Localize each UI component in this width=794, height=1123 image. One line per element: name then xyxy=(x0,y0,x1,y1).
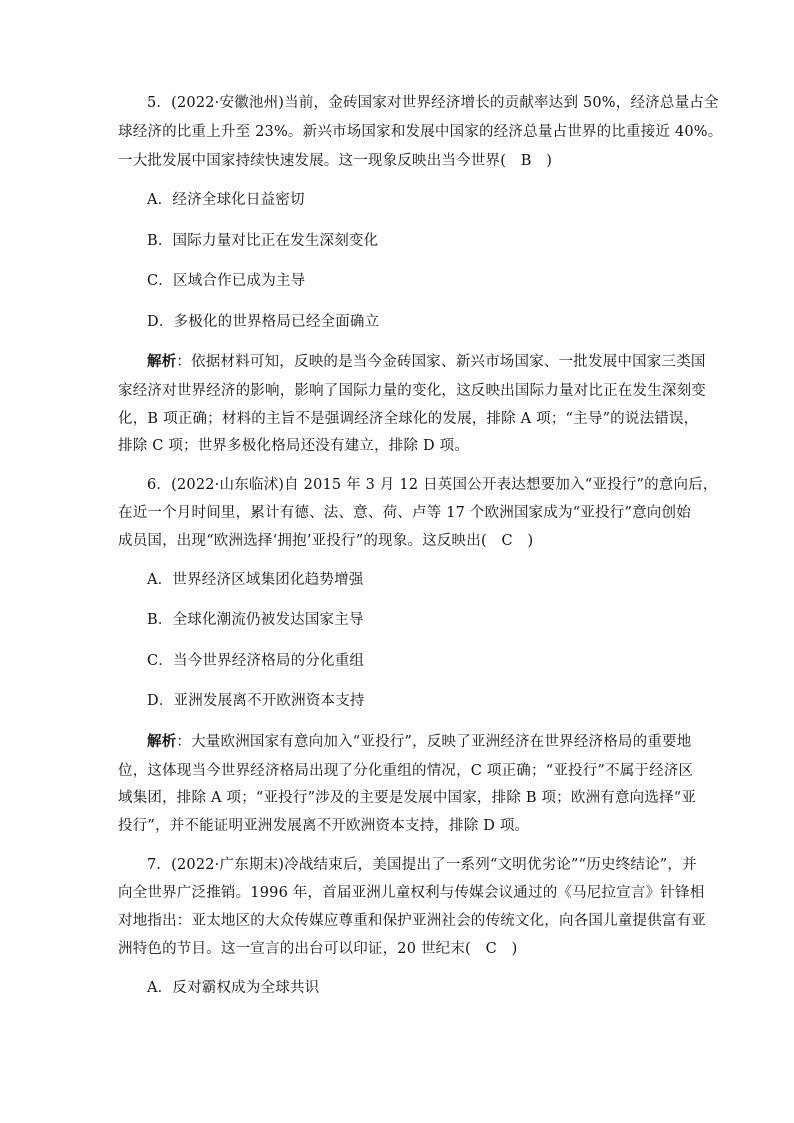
q6-stem-line-2: 在近一个月时间里，累计有德、法、意、荷、卢等 17 个欧洲国家成为“亚投行”意向创始 xyxy=(118,505,691,521)
q6-analysis-tag: 解析 xyxy=(147,733,177,750)
q6-analysis-text-1: ：大量欧洲国家有意向加入“亚投行”，反映了亚洲经济在世界经济格局的重要地 xyxy=(176,734,692,750)
q6-option-c: C．当今世界经济格局的分化重组 xyxy=(147,653,365,669)
q5-stem-line-2: 球经济的比重上升至 23%。新兴市场国家和发展中国家的经济总量占世界的比重接近 40%。 xyxy=(118,124,723,140)
q5-analysis-line-4: 排除 C 项；世界多极化格局还没有建立，排除 D 项。 xyxy=(118,438,470,454)
q5-analysis-line-1 xyxy=(147,352,706,372)
q5-stem-line-3: 一大批发展中国家持续快速发展。这一现象反映出当今世界( B ) xyxy=(118,153,553,169)
q7-stem-line-1: 7．(2022·广东期末)冷战结束后，美国提出了一系列“文明优劣论”“历史终结论”，并 xyxy=(147,857,697,873)
q5-analysis-tag: 解析 xyxy=(147,353,177,370)
q7-option-a: A．反对霸权成为全球共识 xyxy=(147,980,320,996)
q5-analysis-text-1: ：依据材料可知，反映的是当今金砖国家、新兴市场国家、一批发展中国家三类国 xyxy=(176,354,706,370)
q5-option-a: A．经济全球化日益密切 xyxy=(147,192,305,208)
q6-stem-line-1: 6．(2022·山东临沭)自 2015 年 3 月 12 日英国公开表达想要加入“亚投行”的意向后， xyxy=(147,477,718,493)
q6-analysis-line-2: 位，这体现当今世界经济格局出现了分化重组的情况，C 项正确；“亚投行”不属于经济区 xyxy=(118,763,694,779)
q6-analysis-line-4: 投行”，并不能证明亚洲发展离不开欧洲资本支持，排除 D 项。 xyxy=(118,818,530,834)
q6-option-b: B．全球化潮流仍被发达国家主导 xyxy=(147,612,364,628)
q6-option-d: D．亚洲发展离不开欧洲资本支持 xyxy=(147,693,365,709)
q5-analysis-line-3: 化，B 项正确；材料的主旨不是强调经济全球化的发展，排除 A 项；“主导”的说法错误， xyxy=(118,411,699,427)
q6-analysis-line-1 xyxy=(147,732,691,752)
q5-option-c: C．区域合作已成为主导 xyxy=(147,273,306,289)
q7-stem-line-4: 洲特色的节目。这一宣言的出台可以印证，20 世纪末( C ) xyxy=(118,941,518,957)
q7-stem-line-3: 对地指出：亚太地区的大众传媒应尊重和保护亚洲社会的传统文化，向各国儿童提供富有亚 xyxy=(118,913,706,929)
q6-stem-line-3: 成员国，出现“欧洲选择‘拥抱’亚投行”的现象。这反映出( C ) xyxy=(118,533,534,549)
q5-option-d: D．多极化的世界格局已经全面确立 xyxy=(147,314,380,330)
q7-stem-line-2: 向全世界广泛推销。1996 年，首届亚洲儿童权利与传媒会议通过的《马尼拉宣言》针锋相 xyxy=(118,885,705,901)
q6-analysis-line-3: 域集团，排除 A 项；“亚投行”涉及的主要是发展中国家，排除 B 项；欧洲有意向选择“亚 xyxy=(118,790,697,806)
q5-stem-line-1: 5．(2022·安徽池州)当前，金砖国家对世界经济增长的贡献率达到 50%，经济总量占全 xyxy=(147,95,719,111)
q6-option-a: A．世界经济区域集团化趋势增强 xyxy=(147,572,364,588)
q5-option-b: B．国际力量对比正在发生深刻变化 xyxy=(147,233,379,249)
q5-analysis-line-2: 家经济对世界经济的影响，影响了国际力量的变化，这反映出国际力量对比正在发生深刻变 xyxy=(118,383,706,399)
